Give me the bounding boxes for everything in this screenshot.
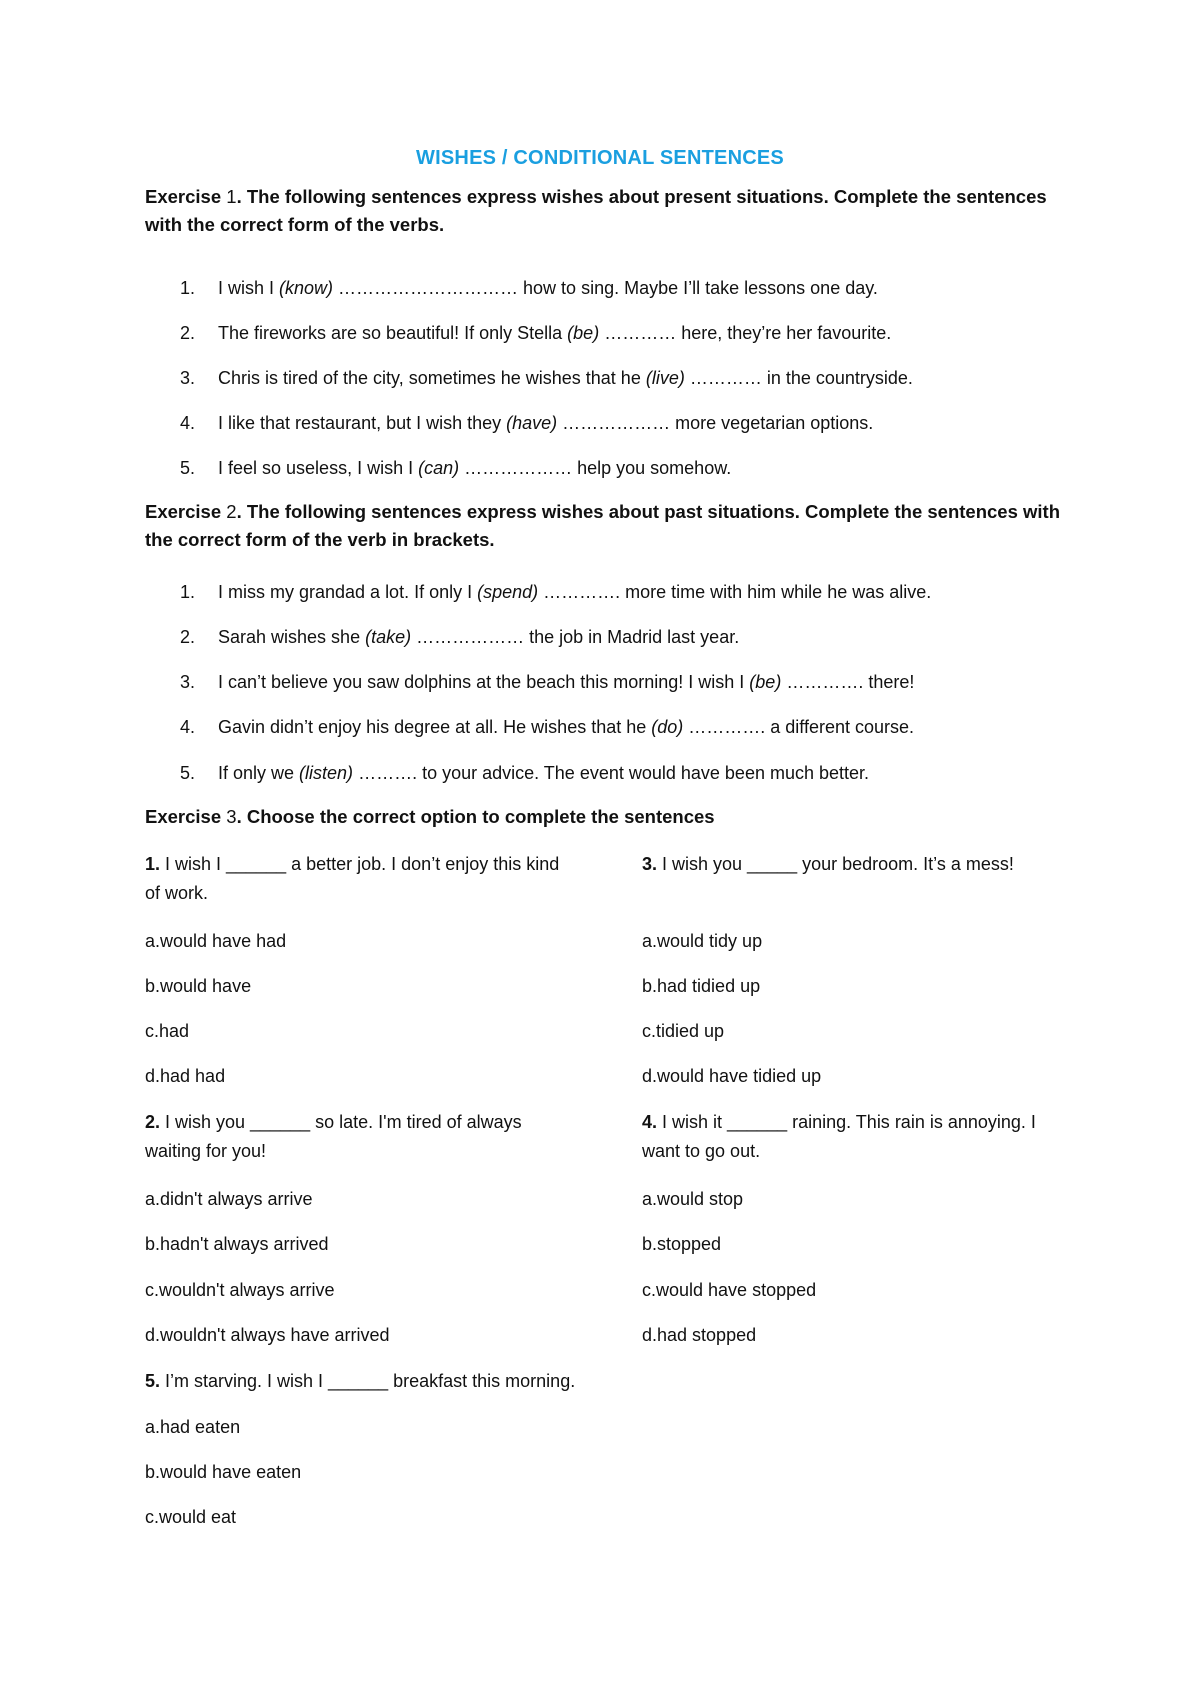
exercise-1-label: Exercise <box>145 186 227 207</box>
item-verb: (live) <box>645 368 685 388</box>
item-verb: (be) <box>749 672 782 692</box>
exercise-1-heading <box>145 183 1065 239</box>
exercise-1-instructions: . The following sentences express wishes about present situations. Complete the sentences with the correct form of the verbs. <box>145 186 1047 235</box>
question-1 <box>145 850 565 908</box>
option: a.had eaten <box>145 1417 241 1437</box>
item-text: ……………… help you somehow. <box>459 458 732 478</box>
question-text: I wish you ______ so late. I'm tired of always waiting for you! <box>145 1112 522 1161</box>
item-text: Gavin didn’t enjoy his degree at all. He wishes that he <box>218 717 652 737</box>
option: a.would stop <box>642 1189 744 1209</box>
question-number: 3. <box>642 854 658 874</box>
exercise-2-label: Exercise <box>145 501 227 522</box>
option: d.would have tidied up <box>642 1066 822 1086</box>
item-text: ……………… more vegetarian options. <box>557 413 874 433</box>
item-verb: (have) <box>506 413 558 433</box>
option: a.would have had <box>145 931 287 951</box>
question-text: I wish I ______ a better job. I don’t enjoy this kind of work. <box>145 854 560 903</box>
question-text: I wish it ______ raining. This rain is annoying. I want to go out. <box>642 1112 1036 1161</box>
option: c.had <box>145 1021 190 1041</box>
item-verb: (do) <box>651 717 684 737</box>
exercise-3-label: Exercise <box>145 806 227 827</box>
question-text: I’m starving. I wish I ______ breakfast this morning. <box>160 1371 576 1391</box>
item-text: I like that restaurant, but I wish they <box>218 413 507 433</box>
exercise-2-instructions: . The following sentences express wishes about past situations. Complete the sentences with the correct form of the verb in brackets. <box>145 501 1061 550</box>
item-text: …………. there! <box>781 672 915 692</box>
option: d.had had <box>145 1066 226 1086</box>
question-number: 4. <box>642 1112 658 1132</box>
item-number: 4. <box>180 717 196 737</box>
exercise-3-number: 3 <box>226 806 237 827</box>
option: d.had stopped <box>642 1325 757 1345</box>
question-5 <box>145 1367 1045 1396</box>
question-2 <box>145 1108 565 1166</box>
exercise-3-instructions: . Choose the correct option to complete the sentences <box>236 806 715 827</box>
item-text: ……………… the job in Madrid last year. <box>411 627 740 647</box>
item-text: Chris is tired of the city, sometimes he wishes that he <box>218 368 646 388</box>
option: d.wouldn't always have arrived <box>145 1325 390 1345</box>
option: b.would have eaten <box>145 1462 302 1482</box>
item-text: …………. more time with him while he was alive. <box>538 582 932 602</box>
item-text: I can’t believe you saw dolphins at the beach this morning! I wish I <box>218 672 750 692</box>
item-text: ………. to your advice. The event would have been much better. <box>353 763 870 783</box>
item-text: ………… in the countryside. <box>684 368 913 388</box>
question-text: I wish you _____ your bedroom. It’s a mess! <box>657 854 1014 874</box>
option: c.would eat <box>145 1507 237 1527</box>
exercise-3-heading <box>145 803 1065 831</box>
option: c.wouldn't always arrive <box>145 1280 335 1300</box>
item-text: I feel so useless, I wish I <box>218 458 419 478</box>
option: c.would have stopped <box>642 1280 817 1300</box>
option: b.stopped <box>642 1234 722 1254</box>
exercise-2-number: 2 <box>226 501 237 522</box>
item-number: 5. <box>180 458 196 478</box>
exercise-1-number: 1 <box>226 186 237 207</box>
item-verb: (can) <box>418 458 460 478</box>
item-text: ………………………… how to sing. Maybe I’ll take lessons one day. <box>333 278 878 298</box>
page-title: WISHES / CONDITIONAL SENTENCES <box>416 147 784 169</box>
question-number: 5. <box>145 1371 161 1391</box>
item-text: …………. a different course. <box>683 717 915 737</box>
option: a.didn't always arrive <box>145 1189 313 1209</box>
option: b.hadn't always arrived <box>145 1234 329 1254</box>
item-verb: (spend) <box>477 582 539 602</box>
item-verb: (be) <box>567 323 600 343</box>
item-number: 2. <box>180 627 196 647</box>
question-3 <box>642 850 1062 879</box>
item-text: Sarah wishes she <box>218 627 366 647</box>
item-number: 1. <box>180 582 196 602</box>
item-verb: (take) <box>365 627 412 647</box>
item-number: 5. <box>180 763 196 783</box>
item-number: 3. <box>180 368 196 388</box>
question-4 <box>642 1108 1062 1166</box>
item-verb: (listen) <box>299 763 354 783</box>
item-number: 4. <box>180 413 196 433</box>
item-number: 3. <box>180 672 196 692</box>
item-number: 2. <box>180 323 196 343</box>
option: b.would have <box>145 976 252 996</box>
item-number: 1. <box>180 278 196 298</box>
option: b.had tidied up <box>642 976 761 996</box>
item-text: I wish I <box>218 278 280 298</box>
option: a.would tidy up <box>642 931 763 951</box>
exercise-2-heading <box>145 498 1065 554</box>
item-text: I miss my grandad a lot. If only I <box>218 582 478 602</box>
question-number: 2. <box>145 1112 161 1132</box>
item-text: The fireworks are so beautiful! If only Stella <box>218 323 568 343</box>
question-number: 1. <box>145 854 161 874</box>
item-text: If only we <box>218 763 300 783</box>
option: c.tidied up <box>642 1021 725 1041</box>
item-text: ………… here, they’re her favourite. <box>599 323 892 343</box>
item-verb: (know) <box>279 278 334 298</box>
